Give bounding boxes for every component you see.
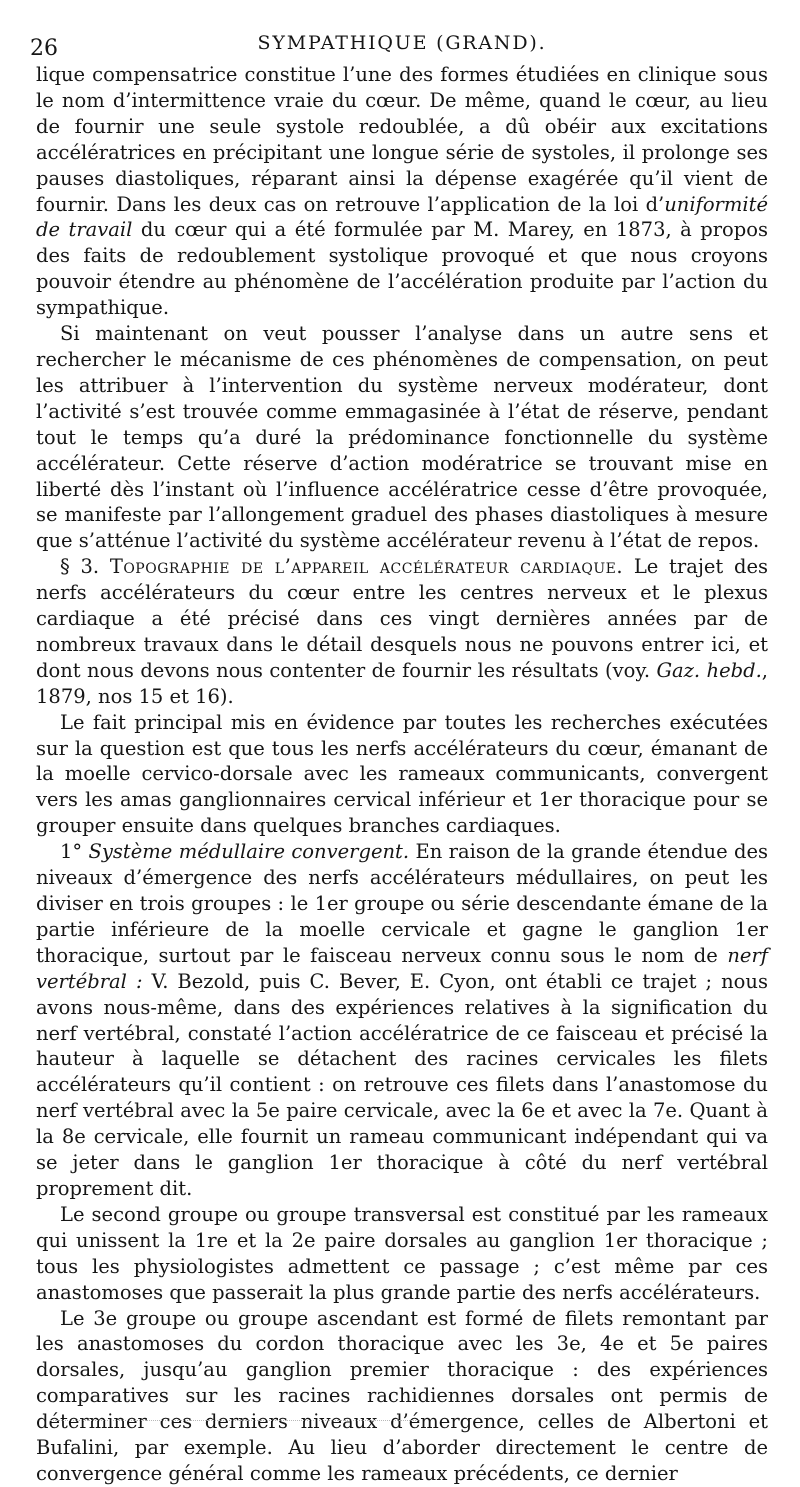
paragraph-main-fact [36,710,768,840]
section-number: § 3. [60,555,110,579]
footer-scan-marks [50,1420,420,1421]
text-run: Le fait principal mis en évidence par toutes les recherches exécutées sur la question est que tous les nerfs accélérateurs du cœur, émanant de la moelle cervico-dorsale avec les rameaux communicants, convergent vers les amas ganglionnaires cervical inférieur et 1er thoracique pour se grouper ensuite dans quelques branches cardiaques. [36,710,768,838]
italic-term: uniformité de travail [36,192,768,242]
text-run: du cœur qui a été formulée par M. Marey, en 1873, à propos des faits de redoublement systolique provoqué et que nous croyons pouvoir étendre au phénomène de l’accélération produite par l’action du sympathique. [36,218,768,320]
body-text [36,62,768,1487]
text-run: , 1879, nos 15 et 16). [36,658,768,708]
paragraph-compensation-end [36,62,768,321]
running-title: SYMPATHIQUE (GRAND). [257,32,547,54]
text-run: Si maintenant on veut pousser l’analyse dans un autre sens et rechercher le mécanisme de ces phénomènes de compensation, on peut les attribuer à l’intervention du système nerveux modérateur, dont l’activité s’est trouvée comme emmagasinée à l’état de réserve, pendant tout le temps qu’a duré la prédominance fonctionnelle du système accélérateur. Cette réserve d’action modératrice se trouvant mise en liberté dès l’instant où l’influence accélératrice cesse d’être provoquée, se manifeste par l’allongement graduel des phases diastoliques à mesure que s’atténue l’activité du système accélérateur revenu à l’état de repos. [36,322,768,553]
section-heading: Topographie de l’appareil accélérateur cardiaque. [109,555,624,579]
subsection-number: 1° [60,840,89,864]
italic-reference: Gaz. hebd. [656,658,762,682]
italic-term: nerf vertébral : [36,943,768,993]
running-header [30,0,768,62]
text-run: lique compensatrice constitue l’une des formes étudiées en clinique sous le nom d’intermittence vraie du cœur. De même, quand le cœur, au lieu de fournir une seule systole redoublée, a dû obéir aux excitations accélératrices en précipitant une longue série de systoles, il prolonge ses pauses diastoliques, réparant ainsi la dépense exagérée qu’il vient de fournir. Dans les deux cas on retrouve l’application de la loi d’ [36,63,768,216]
paragraph-moderator-mechanism [36,321,768,554]
paragraph-second-group [36,1202,768,1306]
text-run: Le second groupe ou groupe transversal est constitué par les rameaux qui unissent la 1re et la 2e paire dorsales au ganglion 1er thoracique ; tous les physiologistes admettent ce passage ; c’est même par ces anastomoses que passerait la plus grande partie des nerfs accélérateurs. [36,1202,768,1304]
page-number: 26 [30,36,58,61]
text-run: Le trajet des nerfs accélérateurs du cœur entre les centres nerveux et le plexus cardiaque a été précisé dans ces vingt dernières années par de nombreux travaux dans le détail desquels nous ne pouvons entrer ici, et dont nous devons nous contenter de fournir les résultats (voy. [36,555,768,682]
text-run: Le 3e groupe ou groupe ascendant est formé de filets remontant par les anastomoses du cordon thoracique avec les 3e, 4e et 5e paires dorsales, jusqu’au ganglion premier thoracique : des expériences comparatives sur les racines rachidiennes dorsales ont permis de déterminer ces derniers niveaux d’émergence, celles de Albertoni et Bufalini, par exemple. Au lieu d’aborder directement le centre de convergence général comme les rameaux précédents, ce dernier [36,1306,768,1485]
paragraph-third-group [36,1306,768,1487]
subsection-heading: Système médullaire convergent. [88,840,410,864]
text-run: En raison de la grande étendue des niveaux d’émergence des nerfs accélérateurs médullaires, on peut les diviser en trois groupes : le 1er groupe ou série descendante émane de la partie inférieure de la moelle cervicale et gagne le ganglion 1er thoracique, surtout par le faisceau nerveux connu sous le nom de [36,840,769,967]
text-run: V. Bezold, puis C. Bever, E. Cyon, ont établi ce trajet ; nous avons nous-même, dans des expériences relatives à la signification du nerf vertébral, constaté l’action accélératrice de ce faisceau et précisé la hauteur à laquelle se détachent des racines cervicales les filets accélérateurs qu’il contient : on retrouve ces filets dans l’anastomose du nerf vertébral avec la 5e paire cervicale, avec la 6e et avec la 7e. Quant à la 8e cervicale, elle fournit un rameau communicant indépendant qui va se jeter dans le ganglion 1er thoracique à côté du nerf vertébral proprement dit. [36,969,768,1200]
paragraph-section-3 [36,554,768,709]
paragraph-medullary-system [36,839,768,1202]
